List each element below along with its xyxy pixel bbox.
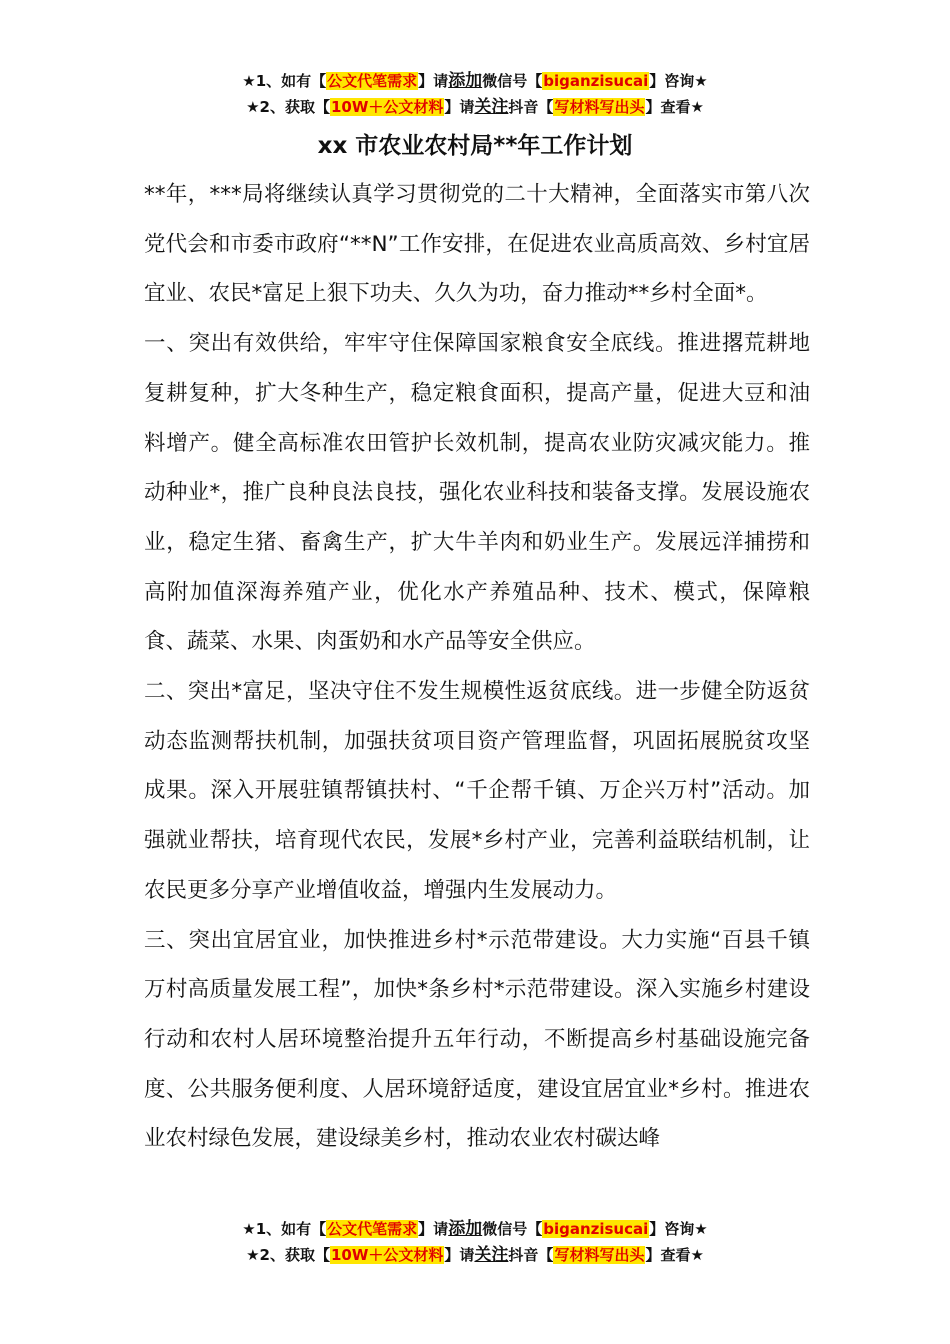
promo-text: 抖音【 <box>508 1246 554 1264</box>
promo-text: 】请 <box>444 98 475 116</box>
paragraph-section-2: 二、突出*富足，坚决守住不发生规模性返贫底线。进一步健全防返贫动态监测帮扶机制，加强扶贫项目资产管理监督，巩固拓展脱贫攻坚成果。深入开展驻镇帮镇扶村、“千企帮千镇、万企兴万村”活动。加强就业帮扶，培育现代农民，发展*乡村产业，完善利益联结机制，让农民更多分享产业增值收益，增强内生发展动力。 <box>144 679 810 903</box>
promo-text: ★2、获取【 <box>246 98 330 116</box>
promo-line-2 <box>0 1242 950 1268</box>
promo-wechat-id: biganzisucai <box>543 1220 649 1238</box>
promo-douyin-id: 写材料写出头 <box>554 98 645 116</box>
top-promo-banner <box>0 68 950 120</box>
promo-text: 】请 <box>444 1246 475 1264</box>
promo-text: 抖音【 <box>508 98 554 116</box>
paragraph-section-3: 三、突出宜居宜业，加快推进乡村*示范带建设。大力实施“百县千镇万村高质量发展工程”，加快*条乡村*示范带建设。深入实施乡村建设行动和农村人居环境整治提升五年行动，不断提高乡村基础设施完备度、公共服务便利度、人居环境舒适度，建设宜居宜业*乡村。推进农业农村绿色发展，建设绿美乡村，推动农业农村碳达峰 <box>144 927 810 1152</box>
promo-text: 】请 <box>418 1220 449 1238</box>
promo-douyin-id: 写材料写出头 <box>554 1246 645 1264</box>
bottom-promo-banner <box>0 1216 950 1268</box>
paragraph-intro: **年，***局将继续认真学习贯彻党的二十大精神，全面落实市第八次党代会和市委市政府“**N”工作安排，在促进农业高质高效、乡村宜居宜业、农民*富足上狠下功夫、久久为功，奋力推动**乡村全面*。 <box>144 182 810 307</box>
promo-text: ★2、获取【 <box>246 1246 330 1264</box>
promo-highlight: 10W＋公文材料 <box>330 98 444 116</box>
promo-wechat-id: biganzisucai <box>543 72 649 90</box>
document-title: xx 市农业农村局**年工作计划 <box>317 133 633 159</box>
promo-highlight: 公文代笔需求 <box>327 1220 418 1238</box>
promo-underline: 关注 <box>474 97 509 117</box>
promo-text: ★1、如有【 <box>242 72 327 90</box>
promo-text: 】查看★ <box>645 98 704 116</box>
promo-underline: 添加 <box>448 1219 483 1239</box>
promo-line-1 <box>0 68 950 94</box>
promo-line-2 <box>0 94 950 120</box>
promo-highlight: 10W＋公文材料 <box>330 1246 444 1264</box>
document-body <box>144 170 810 1164</box>
promo-text: 微信号【 <box>482 1220 543 1238</box>
promo-text: 】咨询★ <box>649 72 708 90</box>
promo-underline: 关注 <box>474 1245 509 1265</box>
promo-underline: 添加 <box>448 71 483 91</box>
promo-text: ★1、如有【 <box>242 1220 327 1238</box>
promo-text: 】咨询★ <box>649 1220 708 1238</box>
promo-text: 微信号【 <box>482 72 543 90</box>
paragraph-section-1: 一、突出有效供给，牢牢守住保障国家粮食安全底线。推进撂荒耕地复耕复种，扩大冬种生产，稳定粮食面积，提高产量，促进大豆和油料增产。健全高标准农田管护长效机制，提高农业防灾减灾能力。推动种业*，推广良种良法良技，强化农业科技和装备支撑。发展设施农业，稳定生猪、畜禽生产，扩大牛羊肉和奶业生产。发展远洋捕捞和高附加值深海养殖产业，优化水产养殖品种、技术、模式，保障粮食、蔬菜、水果、肉蛋奶和水产品等安全供应。 <box>144 331 810 655</box>
promo-text: 】查看★ <box>645 1246 704 1264</box>
promo-line-1 <box>0 1216 950 1242</box>
promo-highlight: 公文代笔需求 <box>327 72 418 90</box>
promo-text: 】请 <box>418 72 449 90</box>
